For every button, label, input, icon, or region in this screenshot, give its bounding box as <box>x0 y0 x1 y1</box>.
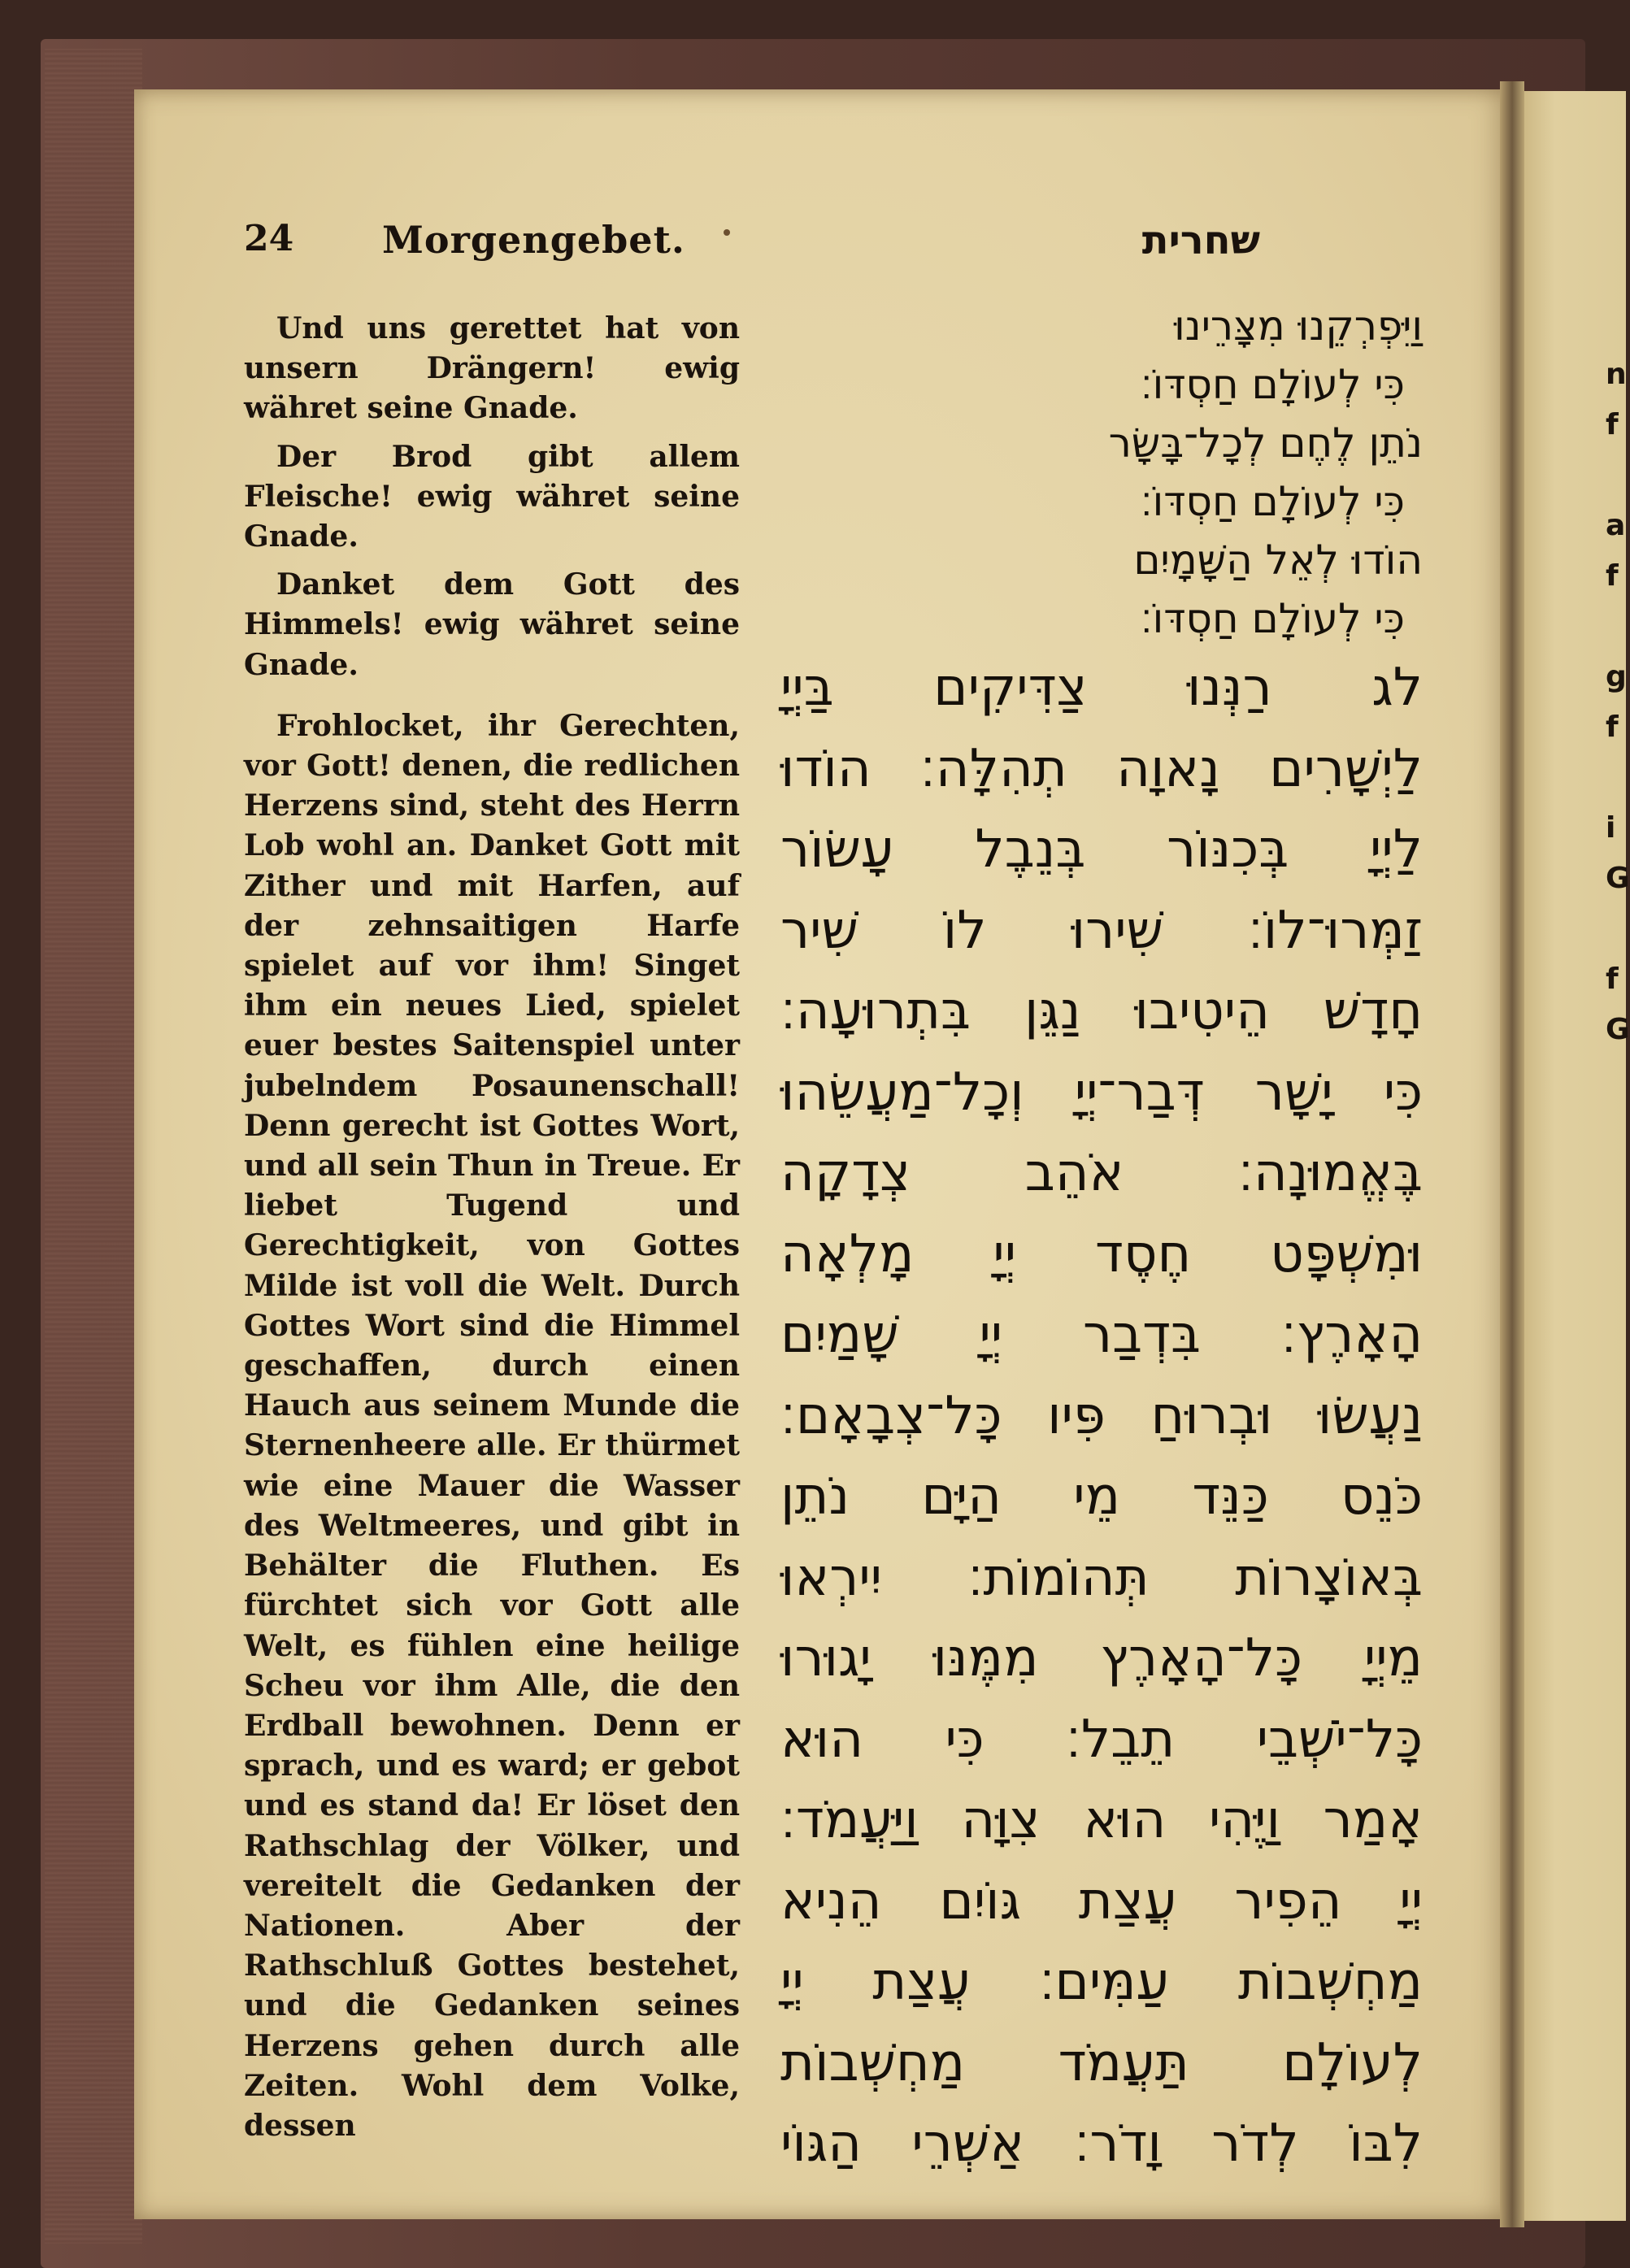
hebrew-line: כִּי לְעוֹלָם חַסְדּוֹ׃ <box>1140 595 1405 642</box>
hebrew-line: אָמַר וַיֶּהִי הוּא צִוָּה וַיַּעֲמֹד׃ <box>780 1790 1423 1850</box>
hebrew-line: חָדָשׁ הֵיטִיבוּ נַגֵּן בִּתְרוּעָה׃ <box>780 981 1423 1041</box>
german-translation-column <box>244 309 740 2146</box>
hebrew-line: לַיְשָׁרִים נָאוָה תְהִלָּה׃ הוֹדוּ <box>780 738 1423 799</box>
hebrew-line: כִּי לְעוֹלָם חַסְדּוֹ׃ <box>1140 478 1405 525</box>
hebrew-line: כִּי יָשָׁר דְּבַר־יְיָ וְכָל־מַעֲשֵׂהוּ <box>780 1062 1423 1123</box>
hebrew-text-column <box>780 297 1423 2185</box>
hebrew-line: נֹתֵן לֶחֶם לְכָל־בָּשָׂר <box>1108 419 1423 467</box>
german-paragraph: Frohlocket, ihr Gerechten, vor Gott! denen, die redlichen Herzens sind, steht des Herrn Lob wohl an. Danket Gott mit Zither und mit Harfen, auf der zehnsaitigen Harfe spielet auf vor ihm! Singet ihm ein neues Lied, spielet euer bestes Saitenspiel unter jubelndem Posaunenschall! Denn gerecht ist Gottes Wort, und all sein Thun in Treue. Er liebet Tugend und Gerechtigkeit, von Gottes Milde ist voll die Welt. Durch Gottes Wort sind die Himmel geschaffen, durch einen Hauch aus seinem Munde die Sternenheere alle. Er thürmet wie eine Mauer die Wasser des Weltmeeres, und gibt in Behälter die Fluthen. Es fürchtet sich vor Gott alle Welt, es fühlen eine heilige Scheu vor ihm Alle, die den Erdball bewohnen. Denn er sprach, und es ward; er gebot und es stand da! Er löset den Rathschlag der Völker, und vereitelt die Gedanken der Nationen. Aber der Rathschluß Gottes bestehet, und die Gedanken seines Herzens gehen durch alle Zeiten. Wohl dem Volke, dessen <box>244 708 740 2143</box>
german-paragraph: Und uns gerettet hat von unsern Drängern! ewig währet seine Gnade. <box>244 311 740 426</box>
hebrew-line: כָּל־יֹשְׁבֵי תֵבֵל׃ כִּי הוּא <box>780 1709 1423 1770</box>
hebrew-line: לג רַנְּנוּ צַדִּיקִים בַּיְיָ <box>780 658 1423 718</box>
hebrew-line: בְּאוֹצָרוֹת תְּהוֹמוֹת׃ יִירְאוּ <box>780 1547 1423 1608</box>
hebrew-line: לְעוֹלָם תַּעֲמֹד מַחְשְׁבוֹת <box>780 2032 1423 2093</box>
hebrew-line: כֹּנֵס כַּנֵּד מֵי הַיָּם נֹתֵן <box>780 1466 1423 1527</box>
hebrew-line: יְיָ הֵפִיר עֲצַת גּוֹיִם הֵנִיא <box>780 1870 1423 1931</box>
hebrew-line: מַחְשְׁבוֹת עַמִּים׃ עֲצַת יְיָ <box>780 1952 1423 2012</box>
cover-cloth-edge <box>45 49 142 2244</box>
hebrew-line: נַעֲשׂוּ וּבְרוּחַ פִּיו כָּל־צְבָאָם׃ <box>780 1385 1423 1446</box>
hebrew-line: וּמִשְׁפָּט חֶסֶד יְיָ מָלְאָה <box>780 1223 1423 1284</box>
hebrew-line: וַיִּפְרְקֵנוּ מִצָּרֵינוּ <box>1174 302 1423 350</box>
german-paragraph: Danket dem Gott des Himmels! ewig währet seine Gnade. <box>244 567 740 682</box>
paper-speck <box>724 229 730 236</box>
hebrew-line: כִּי לְעוֹלָם חַסְדּוֹ׃ <box>1140 361 1405 408</box>
hebrew-running-title: שחרית <box>1141 218 1260 263</box>
hebrew-line: לַיְיָ בְּכִנּוֹר בְּנֵבֶל עָשׂוֹר <box>780 819 1423 880</box>
running-title: Morgengebet. <box>382 218 685 262</box>
facing-page-text: n f a f g f i G f G <box>1606 358 1630 1046</box>
hebrew-line: הָאָרֶץ׃ בִּדְבַר יְיָ שָׁמַיִם <box>780 1305 1423 1365</box>
hebrew-line: הוֹדוּ לְאֵל הַשָּׁמָיִם <box>1133 537 1423 584</box>
german-paragraph: Der Brod gibt allem Fleische! ewig währet seine Gnade. <box>244 439 740 554</box>
hebrew-line: בֶּאֱמוּנָה׃ אֹהֵב צְדָקָה <box>780 1143 1423 1203</box>
book-gutter <box>1500 81 1524 2227</box>
page-number: 24 <box>244 218 294 259</box>
hebrew-line: לִבּוֹ לְדֹר וָדֹר׃ אַשְׁרֵי הַגּוֹי <box>780 2114 1423 2174</box>
hebrew-line: זַמְּרוּ־לוֹ׃ שִׁירוּ לוֹ שִׁיר <box>780 900 1423 961</box>
hebrew-line: מֵיְיָ כָּל־הָאָרֶץ מִמֶּנּוּ יָגוּרוּ <box>780 1628 1423 1688</box>
